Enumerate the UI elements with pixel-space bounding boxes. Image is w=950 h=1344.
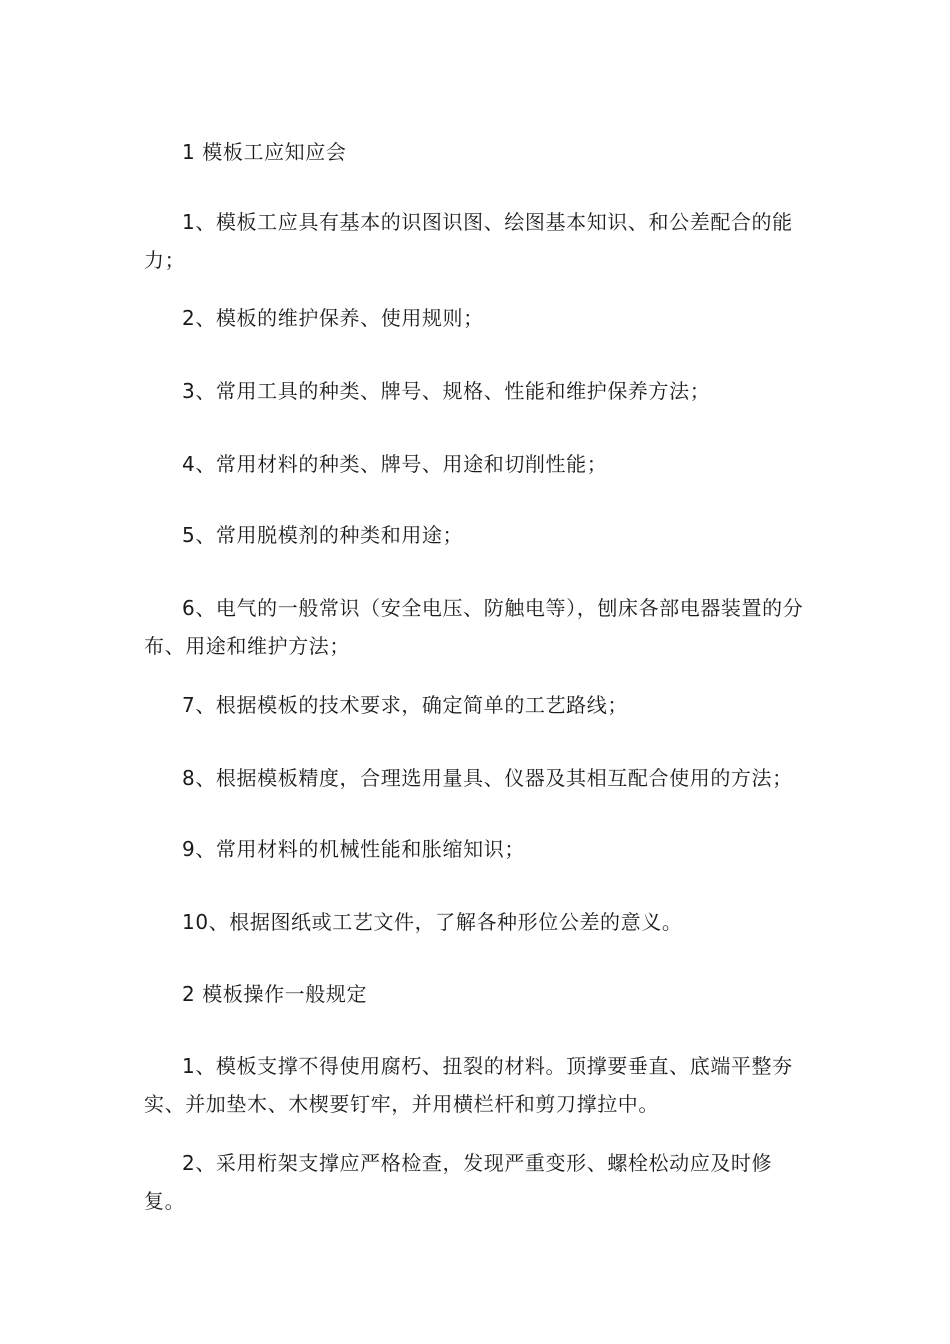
section-heading-2: 2 模板操作一般规定 [182,982,368,1006]
list-item: 1、模板工应具有基本的识图识图、绘图基本知识、和公差配合的能力； [144,210,793,272]
list-item: 5、常用脱模剂的种类和用途； [182,523,464,547]
list-item: 10、根据图纸或工艺文件，了解各种形位公差的意义。 [182,910,683,934]
list-item: 9、常用材料的机械性能和胀缩知识； [182,837,525,861]
list-item: 6、电气的一般常识（安全电压、防触电等），刨床各部电器装置的分布、用途和维护方法； [144,596,804,658]
section-heading-1: 1 模板工应知应会 [182,140,347,164]
list-item: 2、模板的维护保养、使用规则； [182,306,484,330]
list-item: 2、采用桁架支撑应严格检查，发现严重变形、螺栓松动应及时修复。 [144,1151,773,1213]
list-item: 8、根据模板精度，合理选用量具、仪器及其相互配合使用的方法； [182,766,793,790]
list-item: 3、常用工具的种类、牌号、规格、性能和维护保养方法； [182,379,711,403]
list-item: 7、根据模板的技术要求，确定简单的工艺路线； [182,693,628,717]
list-item: 4、常用材料的种类、牌号、用途和切削性能； [182,452,608,476]
list-item: 1、模板支撑不得使用腐朽、扭裂的材料。顶撑要垂直、底端平整夯实、并加垫木、木楔要钉牢，并用横栏杆和剪刀撑拉中。 [144,1054,793,1116]
